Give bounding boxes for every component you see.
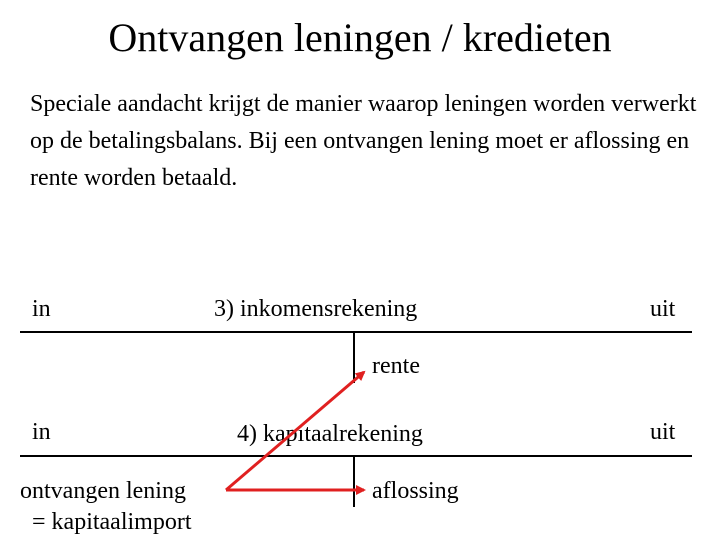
slide-title: Ontvangen leningen / kredieten [108,15,612,60]
income-in-label: in [32,296,51,322]
capital-in-label: in [32,419,51,445]
income-entry-rente: rente [372,353,420,379]
income-out-label: uit [650,296,676,322]
capital-out-label: uit [650,419,676,445]
capital-entry-ontvangen-lening: ontvangen lening [20,478,186,504]
capital-entry-kapitaalimport: = kapitaalimport [32,509,192,535]
body-paragraph: Speciale aandacht krijgt de manier waarop leningen worden verwerkt op de betalingsbalans. Bij een ontvangen lening moet er aflossing en rente worden betaald. [30,91,697,191]
capital-entry-aflossing: aflossing [372,478,459,504]
income-account-title: 3) inkomensrekening [214,296,418,322]
arrow-to-rente [226,372,364,490]
capital-account-title: 4) kapitaalrekening [237,421,423,447]
